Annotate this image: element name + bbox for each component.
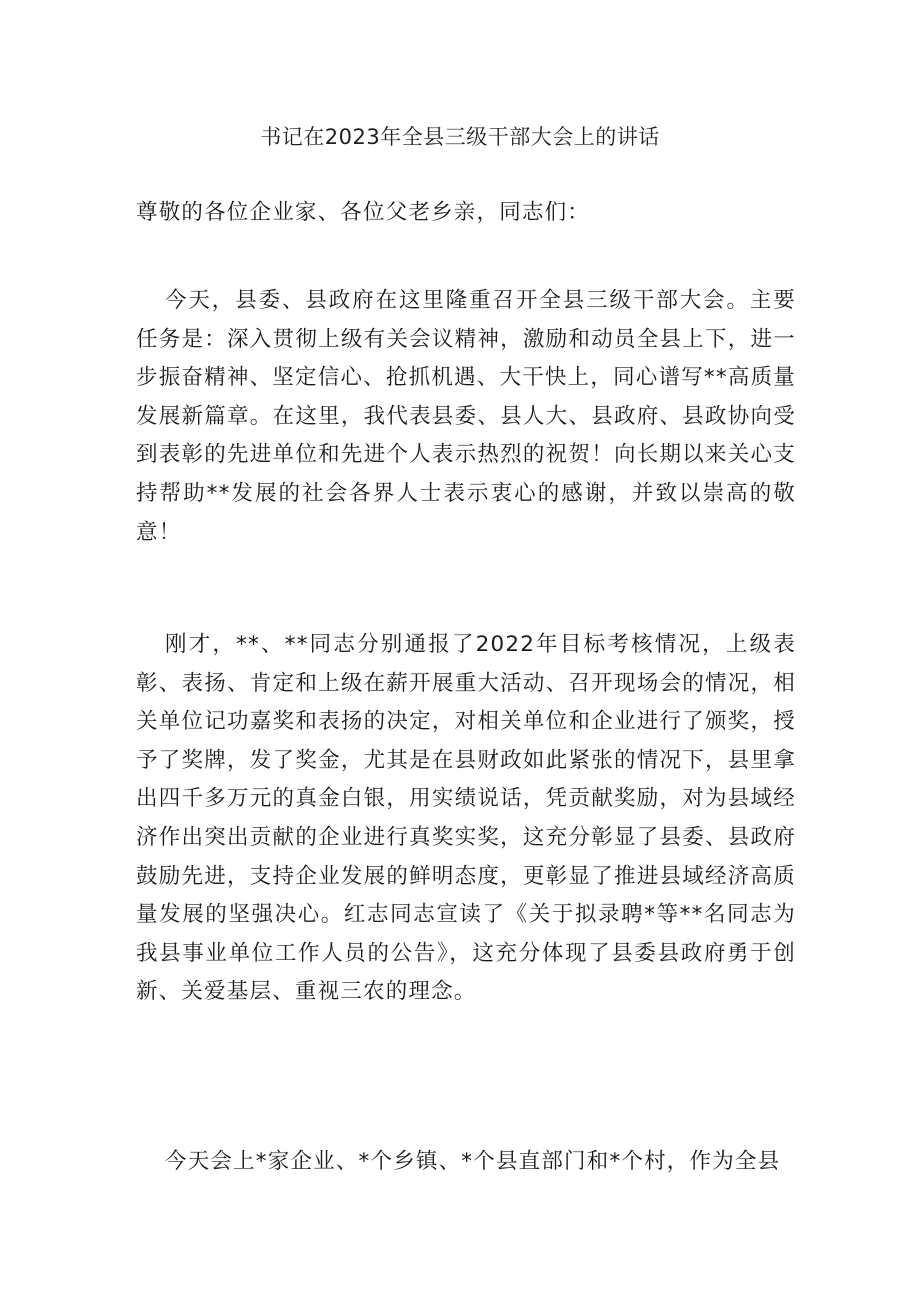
paragraph-1: 今天，县委、县政府在这里隆重召开全县三级干部大会。主要任务是：深入贯彻上级有关会议精神，激励和动员全县上下，进一步振奋精神、坚定信心、抢抓机遇、大干快上，同心谱写**高质量发展新篇章。在这里，我代表县委、县人大、县政府、县政协向受到表彰的先进单位和先进个人表示热烈的祝贺！向长期以来关心支持帮助**发展的社会各界人士表示衷心的感谢，并致以崇高的敬意！ <box>136 288 796 545</box>
paragraph-2: 刚才，**、**同志分别通报了2022年目标考核情况，上级表彰、表扬、肯定和上级在薪开展重大活动、召开现场会的情况，相关单位记功嘉奖和表扬的决定，对相关单位和企业进行了颁奖，授予了奖牌，发了奖金，尤其是在县财政如此紧张的情况下，县里拿出四千多万元的真金白银，用实绩说话，凭贡献奖励，对为县域经济作出突出贡献的企业进行真奖实奖，这充分彰显了县委、县政府鼓励先进，支持企业发展的鲜明态度，更彰显了推进县域经济高质量发展的坚强决心。红志同志宣读了《关于拟录聘*等**名同志为我县事业单位工作人员的公告》，这充分体现了县委县政府勇于创新、关爱基层、重视三农的理念。 <box>136 632 796 1005</box>
document-title: 书记在2023年全县三级干部大会上的讲话 <box>260 125 660 149</box>
salutation: 尊敬的各位企业家、各位父老乡亲，同志们： <box>136 200 591 225</box>
paragraph-3: 今天会上*家企业、*个乡镇、*个县直部门和*个村，作为全县 <box>165 1149 781 1174</box>
